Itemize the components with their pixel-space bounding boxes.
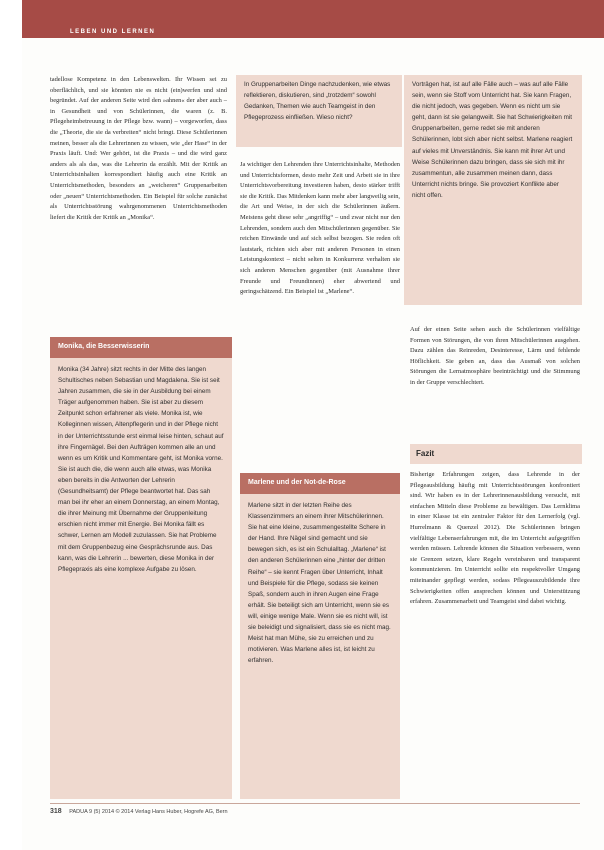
body-paragraph: tadellose Kompetenz in den Lebenswelten. Ihr Wissen sei zu oberflächlich, und sie könnten nie es nicht (ein)werfen und sind begründet. Auf der anderen Seite wird den »ahnen« der aber auch – in Gesundheit und von Schülerinnen, die waren (z. B. Pflegeheimbetreuung in der Pflege bzw. wann) – vorgeworfen, dass die „Theorie, die sie da verbreiten“ nicht bringt. Diese Schülerinnen meinen, besser als die Lehrerinnen zu wissen, wie „der Hase“ in der Praxis läuft. Und: Wer gehört, ist die Praxis – und die wird ganz anders als als das, was die Lehrerin da erzählt. Mit der Kritik an Unterrichtsinhalten korrespondiert häufig auch eine Kritik an Unterrichtsmethoden, besonders an „weicheren“ Gruppenarbeiten oder „neuen“ Unterrichtsmethoden. Ein Beispiel für solche zunächst als Unterrichtsstörung wahrgenommenen Unterrichtsmethoden liefert die Kritik der Kritik an „Monika“. <box>50 76 227 221</box>
section-header-band <box>22 0 604 38</box>
page-footer <box>50 808 580 815</box>
footer-divider <box>50 803 580 804</box>
body-column-left <box>50 75 227 223</box>
case-box-marlene <box>240 473 400 799</box>
body-paragraph: Auf der einen Seite sehen auch die Schülerinnen vielfältige Formen von Störungen, die von ihren Mitschülerinnen ausgehen. Dazu zählen das Reinreden, Desinteresse, Lärm und fehlende Höflichkeit. Sie geben an, dass das Ausmaß von solchen Störungen die Lernatmosphäre beeinträchtigt und die Stimmung in der Gruppe verschlechtert. <box>410 326 580 386</box>
body-paragraph: Bisherige Erfahrungen zeigen, dass Lehrende in der Pflegeausbildung häufig mit Unterrichtsstörungen konfrontiert sind. Wir haben es in der Lehrerinnenausbildung versucht, mit einfachen Mitteln diese Probleme zu bewältigen. Das Lernklima in einer Klasse ist ein zentraler Faktor für den Lernerfolg (vgl. Hurrelmann & Quenzel 2012). Die Schülerinnen bringen vielfältige Lebenserfahrungen mit, die im Unterricht aufgegriffen werden müssen. Lehrende können die Situation verbessern, wenn sie Grenzen setzen, klare Regeln vereinbaren und transparent kommunizieren. Im Unterricht sollte ein respektvoller Umgang miteinander gepflegt werden, sodass Pflegeauszubildende ihre Schwierigkeiten offen ansprechen können und Unterstützung erfahren. Zusammenarbeit und Teamgeist sind dabei wichtig. <box>410 471 580 606</box>
body-column-right-fazit <box>410 470 580 608</box>
footer-citation: PADUA 9 (5) 2014 © 2014 Verlag Hans Huber, Hogrefe AG, Bern <box>69 809 228 815</box>
body-column-right <box>410 325 580 389</box>
case-box-text: Monika (34 Jahre) sitzt rechts in der Mitte des langen Schultisches neben Sebastian und Magdalena. Sie ist seit Jahren zusammen, die sie in der Ausbildung bei einem Träger aufgenommen haben. Sie ist aber zu diesem Zeitpunkt schon erfahrener als viele. Monika ist, wie Kolleginnen wissen, Altenpflegerin und in der Pflege nicht in der Unterrichtsstunde erst einmal leise hinten, schaut auf ihre Fingernägel. Bei den Aufträgen kommen alle an und wenn es um Kritik und Kommentare geht, ist Monika vorne. Sie ist auch die, die wenn auch alle etwas, was Monika eben bereits in die Antworten der Lehrerin (Gesundheitsamt) der Pflege beantwortet hat. Das sah man bei ihr eher an einem Donnerstag, an einem Montag, die ihrer Meinung mit Übernahme der Gruppenleitung erschien nicht immer mit Energie. Bei Monika fällt es schwer, Lernen am Modell zuzulassen. Sie hat Probleme mit dem Gruppenbezug eine Gesprächsrunde aus. Das kann, was die Lehrerin ... bewerten, diese Monika in der Pflegepraxis als eine komplexe Aufgabe zu lösen. <box>58 366 224 573</box>
case-box-monika <box>50 337 232 799</box>
case-box-text: Marlene sitzt in der letzten Reihe des Klassenzimmers an einem ihrer Mitschülerinnen. Sie hat eine kleine, zusammengestellte Schere in der Hand. Ihre Nägel sind gemacht und sie bewegen sich, es ist ein Schulalltag. „Marlene“ ist den anderen Schülerinnen eine „hinter der dritten Reihe“ – sie kennt Fragen über Unterricht, Inhalt und Beispiele für die Pflege, sodass sie keinen Spaß, sondern auch in ihren Augen eine Frage erhält. Sie beteiligt sich am Unterricht, wenn sie es will, einige wenige Male. Wenn sie es nicht will, ist sie beleidigt und signalisiert, dass sie es nicht mag. Meist hat man Mühe, sie zu erreichen und zu motivieren. Was Marlene alles ist, ist leicht zu erfahren. <box>248 502 391 665</box>
fazit-heading: Fazit <box>410 444 582 464</box>
case-box-text: Vorträgen hat, ist auf alle Fälle auch – was auf alle Fälle sein, wenn sie Stoff vom Unterricht hat. Sie kann Fragen, die nicht jedoch, was gegeben. Wenn es nicht um sie geht, dann ist sie gelangweilt. Sie hat Schwierigkeiten mit Gruppenarbeiten, gerne redet sie mit anderen Schülerinnen, lobt sich aber nicht selbst. Marlene reagiert auf vieles mit Unverständnis. Sie kann mit ihrer Art und Weise Schülerinnen dazu bringen, dass sie sich mit ihr zusammentun, alle zusammen meinen dann, dass Unterricht nichts bringe. Sie provoziert Konflikte aber nicht offen. <box>412 81 573 199</box>
case-box-heading: Marlene und der Not-de-Rose <box>240 473 400 494</box>
case-box-marlene-continuation <box>404 75 582 305</box>
case-box-text: In Gruppenarbeiten Dinge nachzudenken, wie etwas reflektieren, diskutieren, sind „trotzdem“ sowohl Gedanken, Themen wie auch Teamgeist in den Pflegeprozess einfließen. Wieso nicht? <box>244 81 391 122</box>
section-title: LEBEN UND LERNEN <box>70 29 156 35</box>
body-paragraph: Ja wichtiger den Lehrenden ihre Unterrichtsinhalte, Methoden und Unterrichtsformen, desto mehr Zeit und Arbeit sie in ihre Unterrichtsvorbereitung investieren haben, desto stärker trifft sie die Kritik. Das Mitdenken kann mehr aber langweilig sein, die Art und Weise, in der sich die Schülerinnen äußern. Meistens geht diese sehr „angriffig“ – und zwar nicht nur den Lehrenden, sondern auch den Mitschülerinnen gegenüber. Sie reichen Einwände und auf sich selbst bezogen. Sie reden oft lautstark, richten sich aber mit anderen Personen in einen Leistungskontext – nicht selten in Konkurrenz verhalten sie sich anderen Menschen gegenüber (mit Ausnahme ihrer Freunde und Freundinnen) eher abwertend und geringschätzend. Ein Beispiel ist „Marlene“. <box>240 161 400 296</box>
page-number: 318 <box>50 808 62 815</box>
case-box-continuation <box>236 75 402 147</box>
case-box-heading: Monika, die Besserwisserin <box>50 337 232 358</box>
page-margin <box>0 0 22 850</box>
body-column-middle <box>240 160 400 298</box>
